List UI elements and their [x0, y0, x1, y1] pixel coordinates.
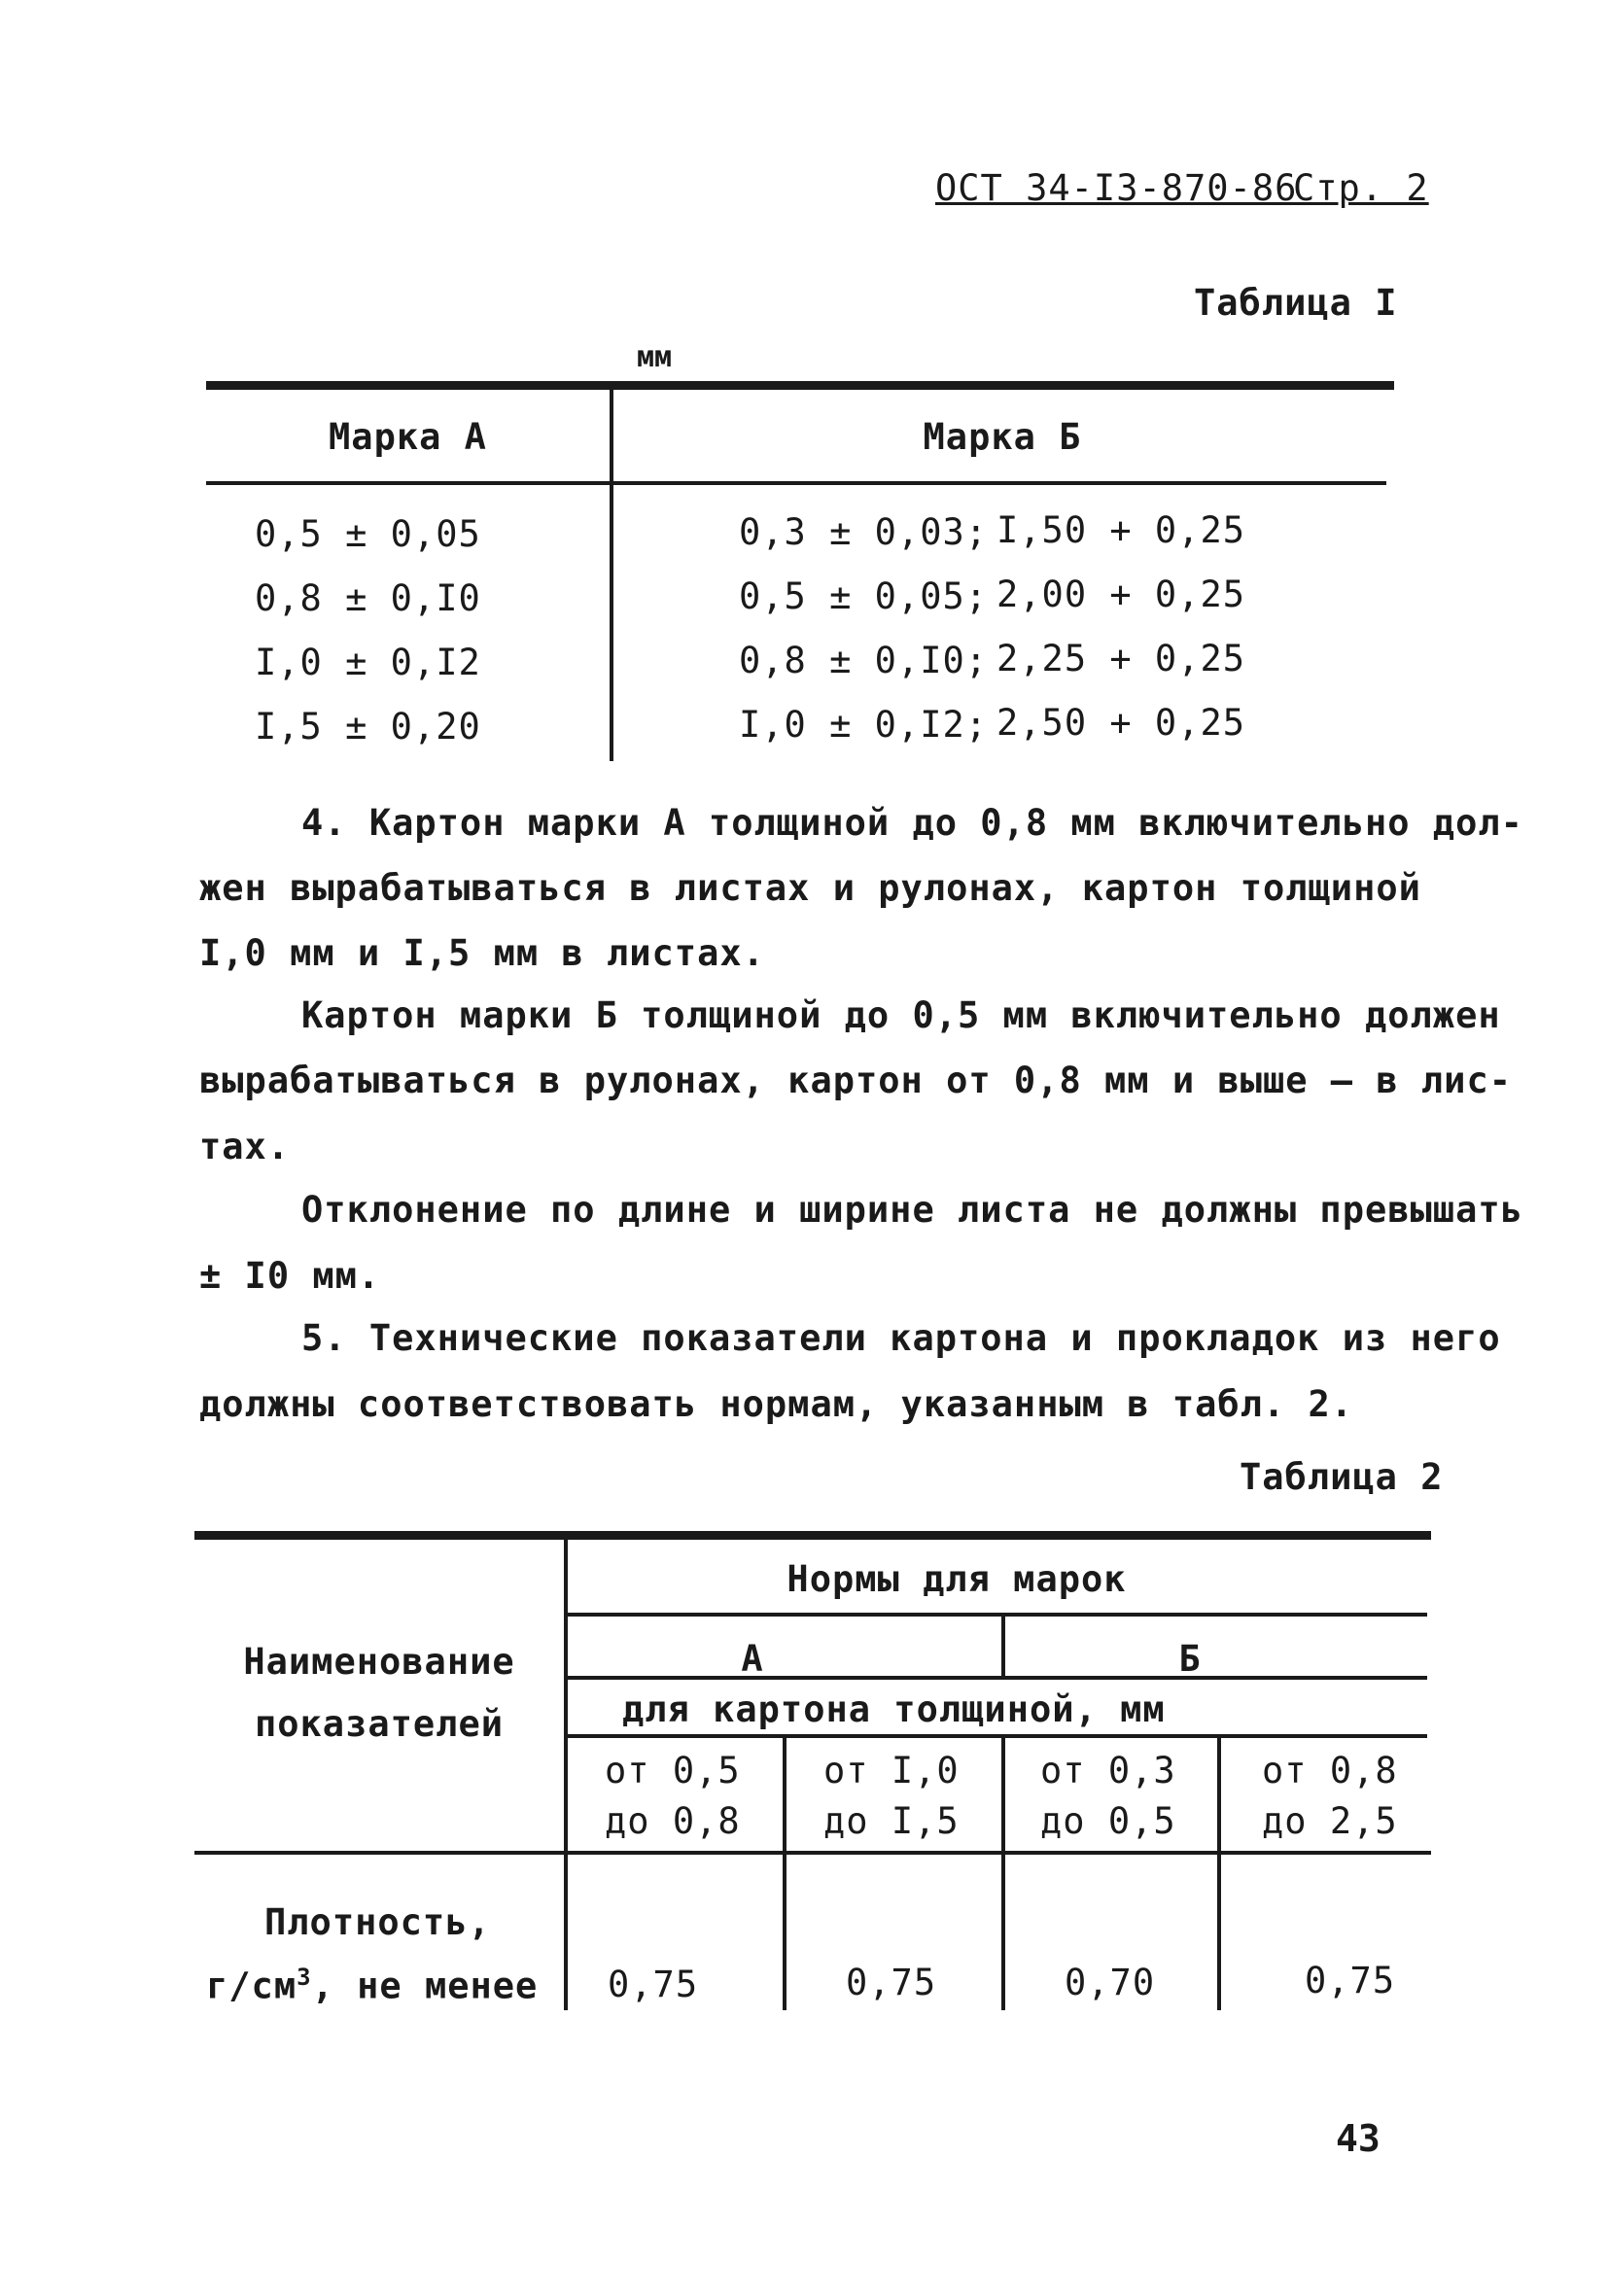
table2-row-name-line-2	[206, 1964, 538, 2006]
table1-b2-row-2: 2,00 + 0,25	[996, 574, 1246, 615]
table2-rule-norms	[568, 1613, 1427, 1617]
table2-range-2-from: от I,0	[823, 1750, 960, 1792]
table2-top-rule	[194, 1531, 1431, 1540]
table2-name-header-line-1: Наименование	[243, 1641, 515, 1683]
page-number: 43	[1336, 2117, 1381, 2160]
paragraph-5-line-1: 5. Технические показатели картона и прокладок из него	[301, 1317, 1501, 1359]
paragraph-4c-line-1: Отклонение по длине и ширине листа не должны превышать	[301, 1189, 1523, 1231]
table2-range-3-to: до 0,5	[1040, 1800, 1176, 1842]
table1-col-a-header: Марка А	[329, 416, 487, 458]
table1-header-rule	[206, 481, 1386, 485]
table2-grade-b: Б	[1178, 1638, 1202, 1680]
table1-b2-row-1: I,50 + 0,25	[996, 509, 1246, 551]
table2-range-1-from: от 0,5	[605, 1750, 741, 1792]
table2-range-3-from: от 0,3	[1040, 1750, 1176, 1792]
table1-b1-row-3: 0,8 ± 0,I0;	[739, 640, 989, 681]
table1-a-row-1: 0,5 ± 0,05	[255, 513, 481, 555]
table2-name-header-line-2: показателей	[254, 1703, 505, 1745]
paragraph-4c-line-2: ± I0 мм.	[199, 1255, 381, 1297]
table2-row-qualifier: , не менее	[311, 1965, 539, 2007]
table2-range-4-from: от 0,8	[1262, 1750, 1398, 1792]
table2-caption: Таблица 2	[1240, 1456, 1444, 1498]
page-label: Стр. 2	[1293, 167, 1429, 209]
table1-b2-row-3: 2,25 + 0,25	[996, 638, 1246, 679]
table2-row-unit-exponent: 3	[297, 1964, 312, 1991]
table2-range-4-to: до 2,5	[1262, 1800, 1398, 1842]
table2-range-1-to: до 0,8	[605, 1800, 741, 1842]
table1-b1-row-4: I,0 ± 0,I2;	[739, 704, 989, 746]
table2-rule-thickness	[568, 1734, 1427, 1738]
table2-value-4: 0,75	[1305, 1960, 1396, 2001]
table1-unit: мм	[637, 340, 673, 374]
paragraph-4-line-1: 4. Картон марки А толщиной до 0,8 мм включительно дол-	[301, 802, 1523, 844]
table1-top-rule	[206, 381, 1394, 390]
table2-header-bottom-rule	[194, 1851, 1431, 1855]
table2-vrule-name	[564, 1540, 568, 2010]
table2-value-2: 0,75	[846, 1962, 937, 2003]
paragraph-4-line-3: I,0 мм и I,5 мм в листах.	[199, 932, 765, 974]
table2-grade-a: А	[741, 1638, 764, 1680]
table1-col-b-header: Марка Б	[923, 416, 1082, 458]
table1-a-row-2: 0,8 ± 0,I0	[255, 577, 481, 619]
paragraph-4-line-2: жен вырабатываться в листах и рулонах, картон толщиной	[199, 867, 1421, 909]
table2-range-2-to: до I,5	[823, 1800, 960, 1842]
table2-row-unit: г/см	[206, 1965, 297, 2007]
paragraph-5-line-2: должны соответствовать нормам, указанным в табл. 2.	[199, 1383, 1354, 1425]
table1-a-row-3: I,0 ± 0,I2	[255, 642, 481, 683]
table2-value-1: 0,75	[608, 1964, 699, 2005]
paragraph-4b-line-2: вырабатываться в рулонах, картон от 0,8 мм и выше – в лис-	[199, 1060, 1513, 1101]
table2-row-name-line-1: Плотность,	[264, 1901, 491, 1943]
table2-vrule-col2	[783, 1738, 787, 2010]
table1-b1-row-2: 0,5 ± 0,05;	[739, 575, 989, 617]
table1-b2-row-4: 2,50 + 0,25	[996, 702, 1246, 744]
table1-caption: Таблица I	[1194, 282, 1398, 324]
table2-vrule-col3	[1001, 1738, 1005, 2010]
table2-thickness-header: для картона толщиной, мм	[622, 1688, 1166, 1730]
table1-b1-row-1: 0,3 ± 0,03;	[739, 511, 989, 553]
table2-value-3: 0,70	[1065, 1962, 1156, 2003]
doc-code: ОСТ 34-I3-870-86	[935, 167, 1298, 209]
paragraph-4b-line-1: Картон марки Б толщиной до 0,5 мм включительно должен	[301, 994, 1501, 1036]
table2-vrule-col4	[1217, 1738, 1221, 2010]
paragraph-4b-line-3: тах.	[199, 1126, 291, 1167]
table1-a-row-4: I,5 ± 0,20	[255, 706, 481, 748]
table2-norms-header: Нормы для марок	[787, 1558, 1127, 1600]
